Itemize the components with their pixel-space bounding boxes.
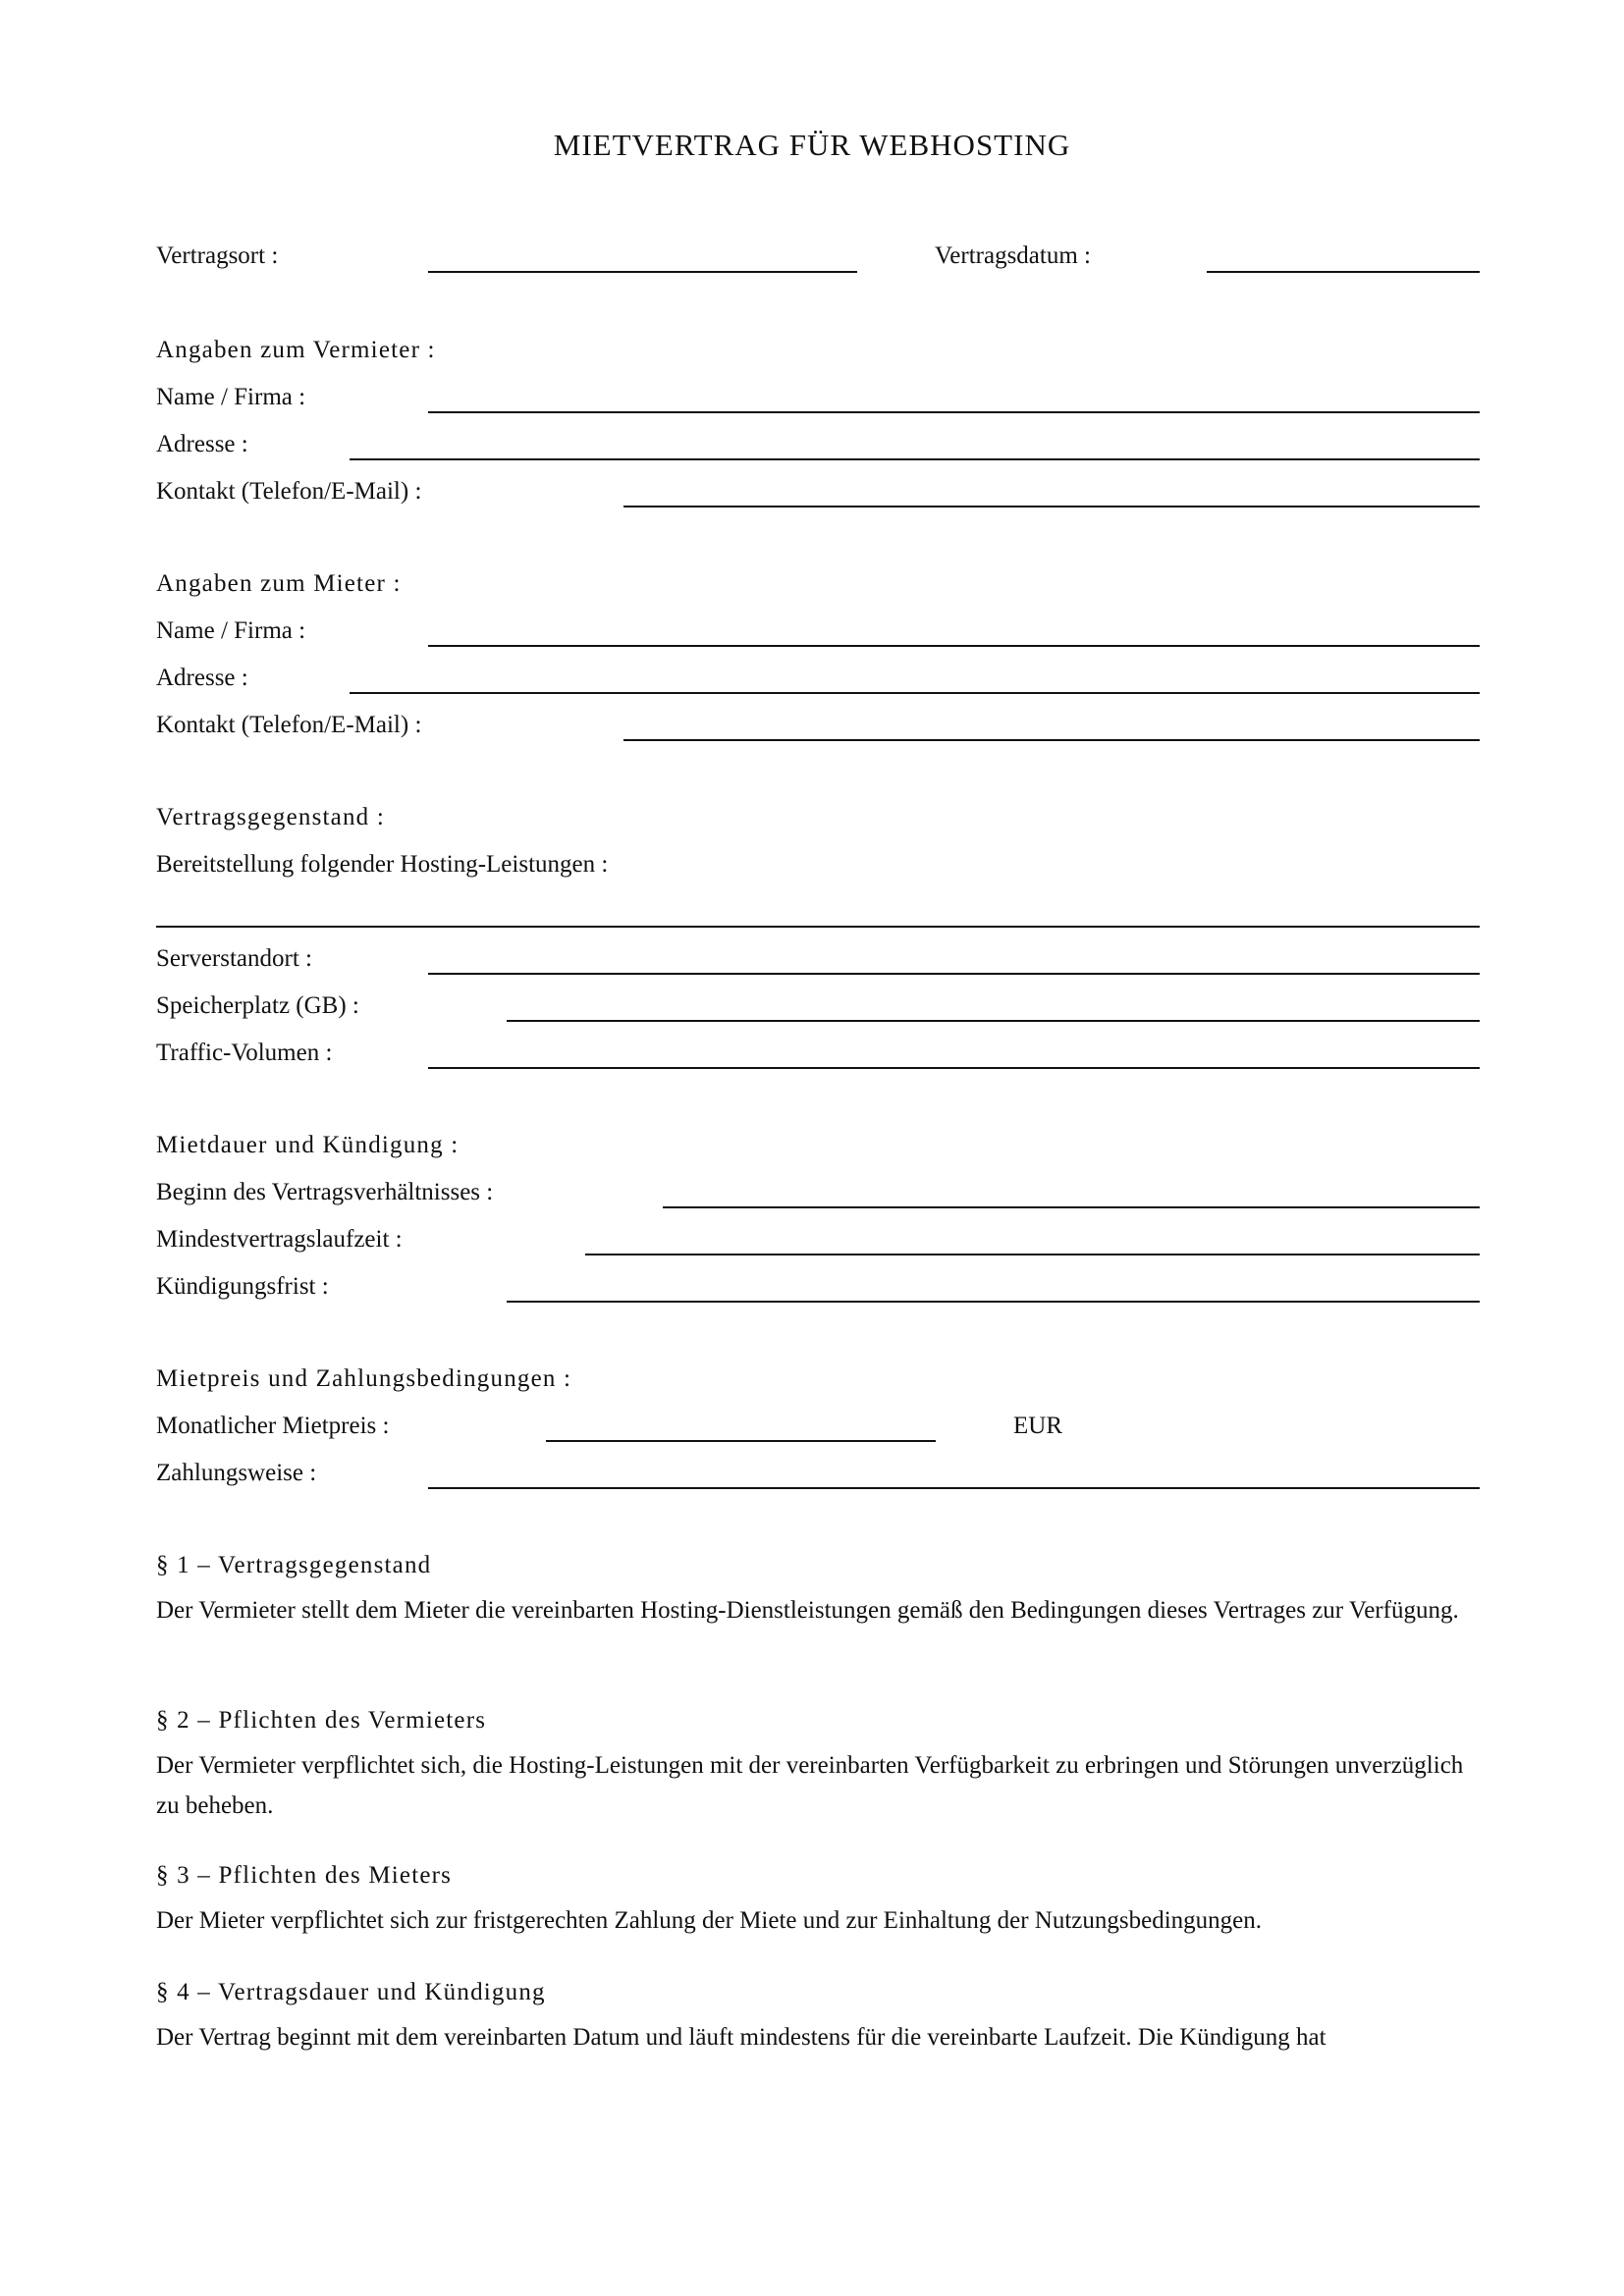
section-3-text: Der Mieter verpflichtet sich zur fristgerechten Zahlung der Miete und zur Einhaltung der Nutzungsbedingungen. (156, 1907, 1263, 1934)
tenant-name-label: Name / Firma : (156, 617, 306, 644)
landlord-heading: Angaben zum Vermieter : (156, 337, 436, 363)
notice-period-label: Kündigungsfrist : (156, 1273, 329, 1300)
traffic-field[interactable] (428, 1067, 1480, 1069)
contract-start-label: Beginn des Vertragsverhältnisses : (156, 1179, 494, 1205)
landlord-address-field[interactable] (350, 458, 1480, 460)
landlord-name-label: Name / Firma : (156, 384, 306, 410)
section-4-text: Der Vertrag beginnt mit dem vereinbarten Datum und läuft mindestens für die vereinbarte Laufzeit. Die Kündigung hat (156, 2024, 1326, 2051)
services-field[interactable] (156, 926, 1480, 928)
services-label: Bereitstellung folgender Hosting-Leistungen : (156, 851, 609, 878)
server-location-field[interactable] (428, 973, 1480, 975)
landlord-contact-label: Kontakt (Telefon/E-Mail) : (156, 478, 422, 505)
contract-date-field[interactable] (1207, 271, 1480, 273)
section-1-text: Der Vermieter stellt dem Mieter die vereinbarten Hosting-Dienstleistungen gemäß den Bedingungen dieses Vertrages zur Verfügung. (156, 1597, 1459, 1624)
contract-start-field[interactable] (663, 1206, 1480, 1208)
term-heading: Mietdauer und Kündigung : (156, 1132, 460, 1158)
section-3-heading: § 3 – Pflichten des Mieters (156, 1862, 453, 1889)
currency-label: EUR (1013, 1413, 1062, 1439)
monthly-rent-label: Monatlicher Mietpreis : (156, 1413, 390, 1439)
payment-method-label: Zahlungsweise : (156, 1460, 317, 1486)
landlord-contact-field[interactable] (623, 506, 1480, 507)
contract-place-field[interactable] (428, 271, 857, 273)
tenant-heading: Angaben zum Mieter : (156, 570, 402, 597)
payment-heading: Mietpreis und Zahlungsbedingungen : (156, 1365, 572, 1392)
tenant-name-field[interactable] (428, 645, 1480, 647)
document-title: MIETVERTRAG FÜR WEBHOSTING (553, 128, 1071, 162)
landlord-address-label: Adresse : (156, 431, 248, 457)
notice-period-field[interactable] (507, 1301, 1480, 1303)
monthly-rent-field[interactable] (546, 1440, 936, 1442)
tenant-contact-label: Kontakt (Telefon/E-Mail) : (156, 712, 422, 738)
minimum-term-field[interactable] (585, 1254, 1480, 1255)
tenant-address-label: Adresse : (156, 665, 248, 691)
payment-method-field[interactable] (428, 1487, 1480, 1489)
tenant-address-field[interactable] (350, 692, 1480, 694)
section-4-heading: § 4 – Vertragsdauer und Kündigung (156, 1979, 546, 2005)
server-location-label: Serverstandort : (156, 945, 312, 972)
contract-date-label: Vertragsdatum : (935, 242, 1091, 269)
storage-label: Speicherplatz (GB) : (156, 992, 359, 1019)
storage-field[interactable] (507, 1020, 1480, 1022)
tenant-contact-field[interactable] (623, 739, 1480, 741)
contract-place-label: Vertragsort : (156, 242, 279, 269)
minimum-term-label: Mindestvertragslaufzeit : (156, 1226, 403, 1253)
landlord-name-field[interactable] (428, 411, 1480, 413)
section-2-heading: § 2 – Pflichten des Vermieters (156, 1707, 487, 1734)
section-1-heading: § 1 – Vertragsgegenstand (156, 1552, 432, 1578)
subject-heading: Vertragsgegenstand : (156, 804, 385, 830)
section-2-text: Der Vermieter verpflichtet sich, die Hosting-Leistungen mit der vereinbarten Verfügbarkeit zu erbringen und Störungen unverzüglich zu beheben. (156, 1752, 1464, 1819)
traffic-label: Traffic-Volumen : (156, 1040, 333, 1066)
